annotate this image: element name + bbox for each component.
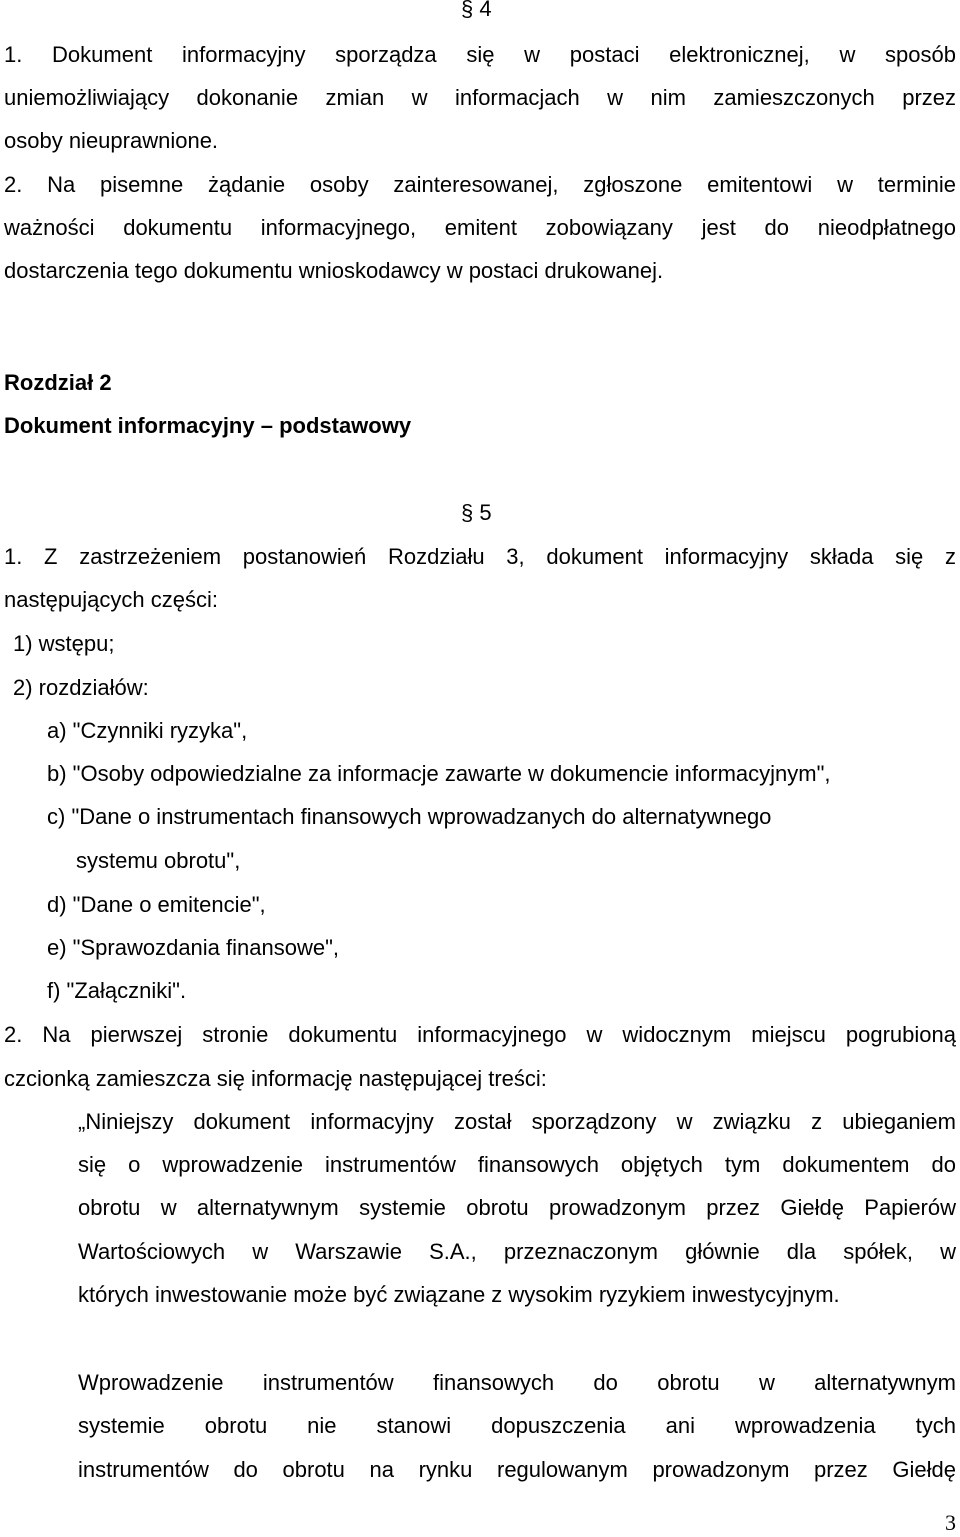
sub-list-item: e) "Sprawozdania finansowe", <box>47 935 340 960</box>
list-item: 2) rozdziałów: <box>13 675 149 700</box>
page-number: 3 <box>945 1510 956 1535</box>
paragraph-line: 2. Na pisemne żądanie osoby zainteresowanej, zgłoszone emitentowi w terminie <box>4 172 956 197</box>
chapter-title: Rozdział 2 <box>4 370 112 395</box>
sub-list-item: d) "Dane o emitencie", <box>47 892 266 917</box>
paragraph-line: osoby nieuprawnione. <box>4 128 219 153</box>
paragraph-line: dostarczenia tego dokumentu wnioskodawcy w postaci drukowanej. <box>4 258 664 283</box>
notice-line: „Niniejszy dokument informacyjny został sporządzony w związku z ubieganiem <box>78 1109 956 1134</box>
sub-list-item: a) "Czynniki ryzyka", <box>47 718 248 743</box>
sub-list-item: c) "Dane o instrumentach finansowych wprowadzanych do alternatywnego <box>47 804 772 829</box>
paragraph-line: czcionką zamieszcza się informację następującej treści: <box>4 1066 547 1091</box>
chapter-subtitle: Dokument informacyjny – podstawowy <box>4 413 412 438</box>
notice-line: Wprowadzenie instrumentów finansowych do obrotu w alternatywnym <box>78 1370 956 1395</box>
sub-list-item: f) "Załączniki". <box>47 978 187 1003</box>
sub-list-item-continuation: systemu obrotu", <box>76 848 241 873</box>
notice-line: systemie obrotu nie stanowi dopuszczenia ani wprowadzenia tych <box>78 1413 956 1438</box>
notice-line: których inwestowanie może być związane z wysokim ryzykiem inwestycyjnym. <box>78 1282 840 1307</box>
paragraph-line: ważności dokumentu informacyjnego, emitent zobowiązany jest do nieodpłatnego <box>4 215 956 240</box>
paragraph-line: 1. Dokument informacyjny sporządza się w postaci elektronicznej, w sposób <box>4 42 956 67</box>
paragraph-line: uniemożliwiający dokonanie zmian w informacjach w nim zamieszczonych przez <box>4 85 956 110</box>
notice-line: się o wprowadzenie instrumentów finansowych objętych tym dokumentem do <box>78 1152 956 1177</box>
list-item: 1) wstępu; <box>13 631 115 656</box>
section-4-heading: § 4 <box>461 0 492 21</box>
paragraph-line: 2. Na pierwszej stronie dokumentu informacyjnego w widocznym miejscu pogrubioną <box>4 1022 956 1047</box>
paragraph-line: 1. Z zastrzeżeniem postanowień Rozdziału 3, dokument informacyjny składa się z <box>4 544 956 569</box>
notice-line: obrotu w alternatywnym systemie obrotu prowadzonym przez Giełdę Papierów <box>78 1195 956 1220</box>
paragraph-line: następujących części: <box>4 587 218 612</box>
section-5-heading: § 5 <box>461 500 492 525</box>
notice-line: instrumentów do obrotu na rynku regulowanym prowadzonym przez Giełdę <box>78 1457 956 1482</box>
sub-list-item: b) "Osoby odpowiedzialne za informacje zawarte w dokumencie informacyjnym", <box>47 761 831 786</box>
notice-line: Wartościowych w Warszawie S.A., przeznaczonym głównie dla spółek, w <box>78 1239 956 1264</box>
